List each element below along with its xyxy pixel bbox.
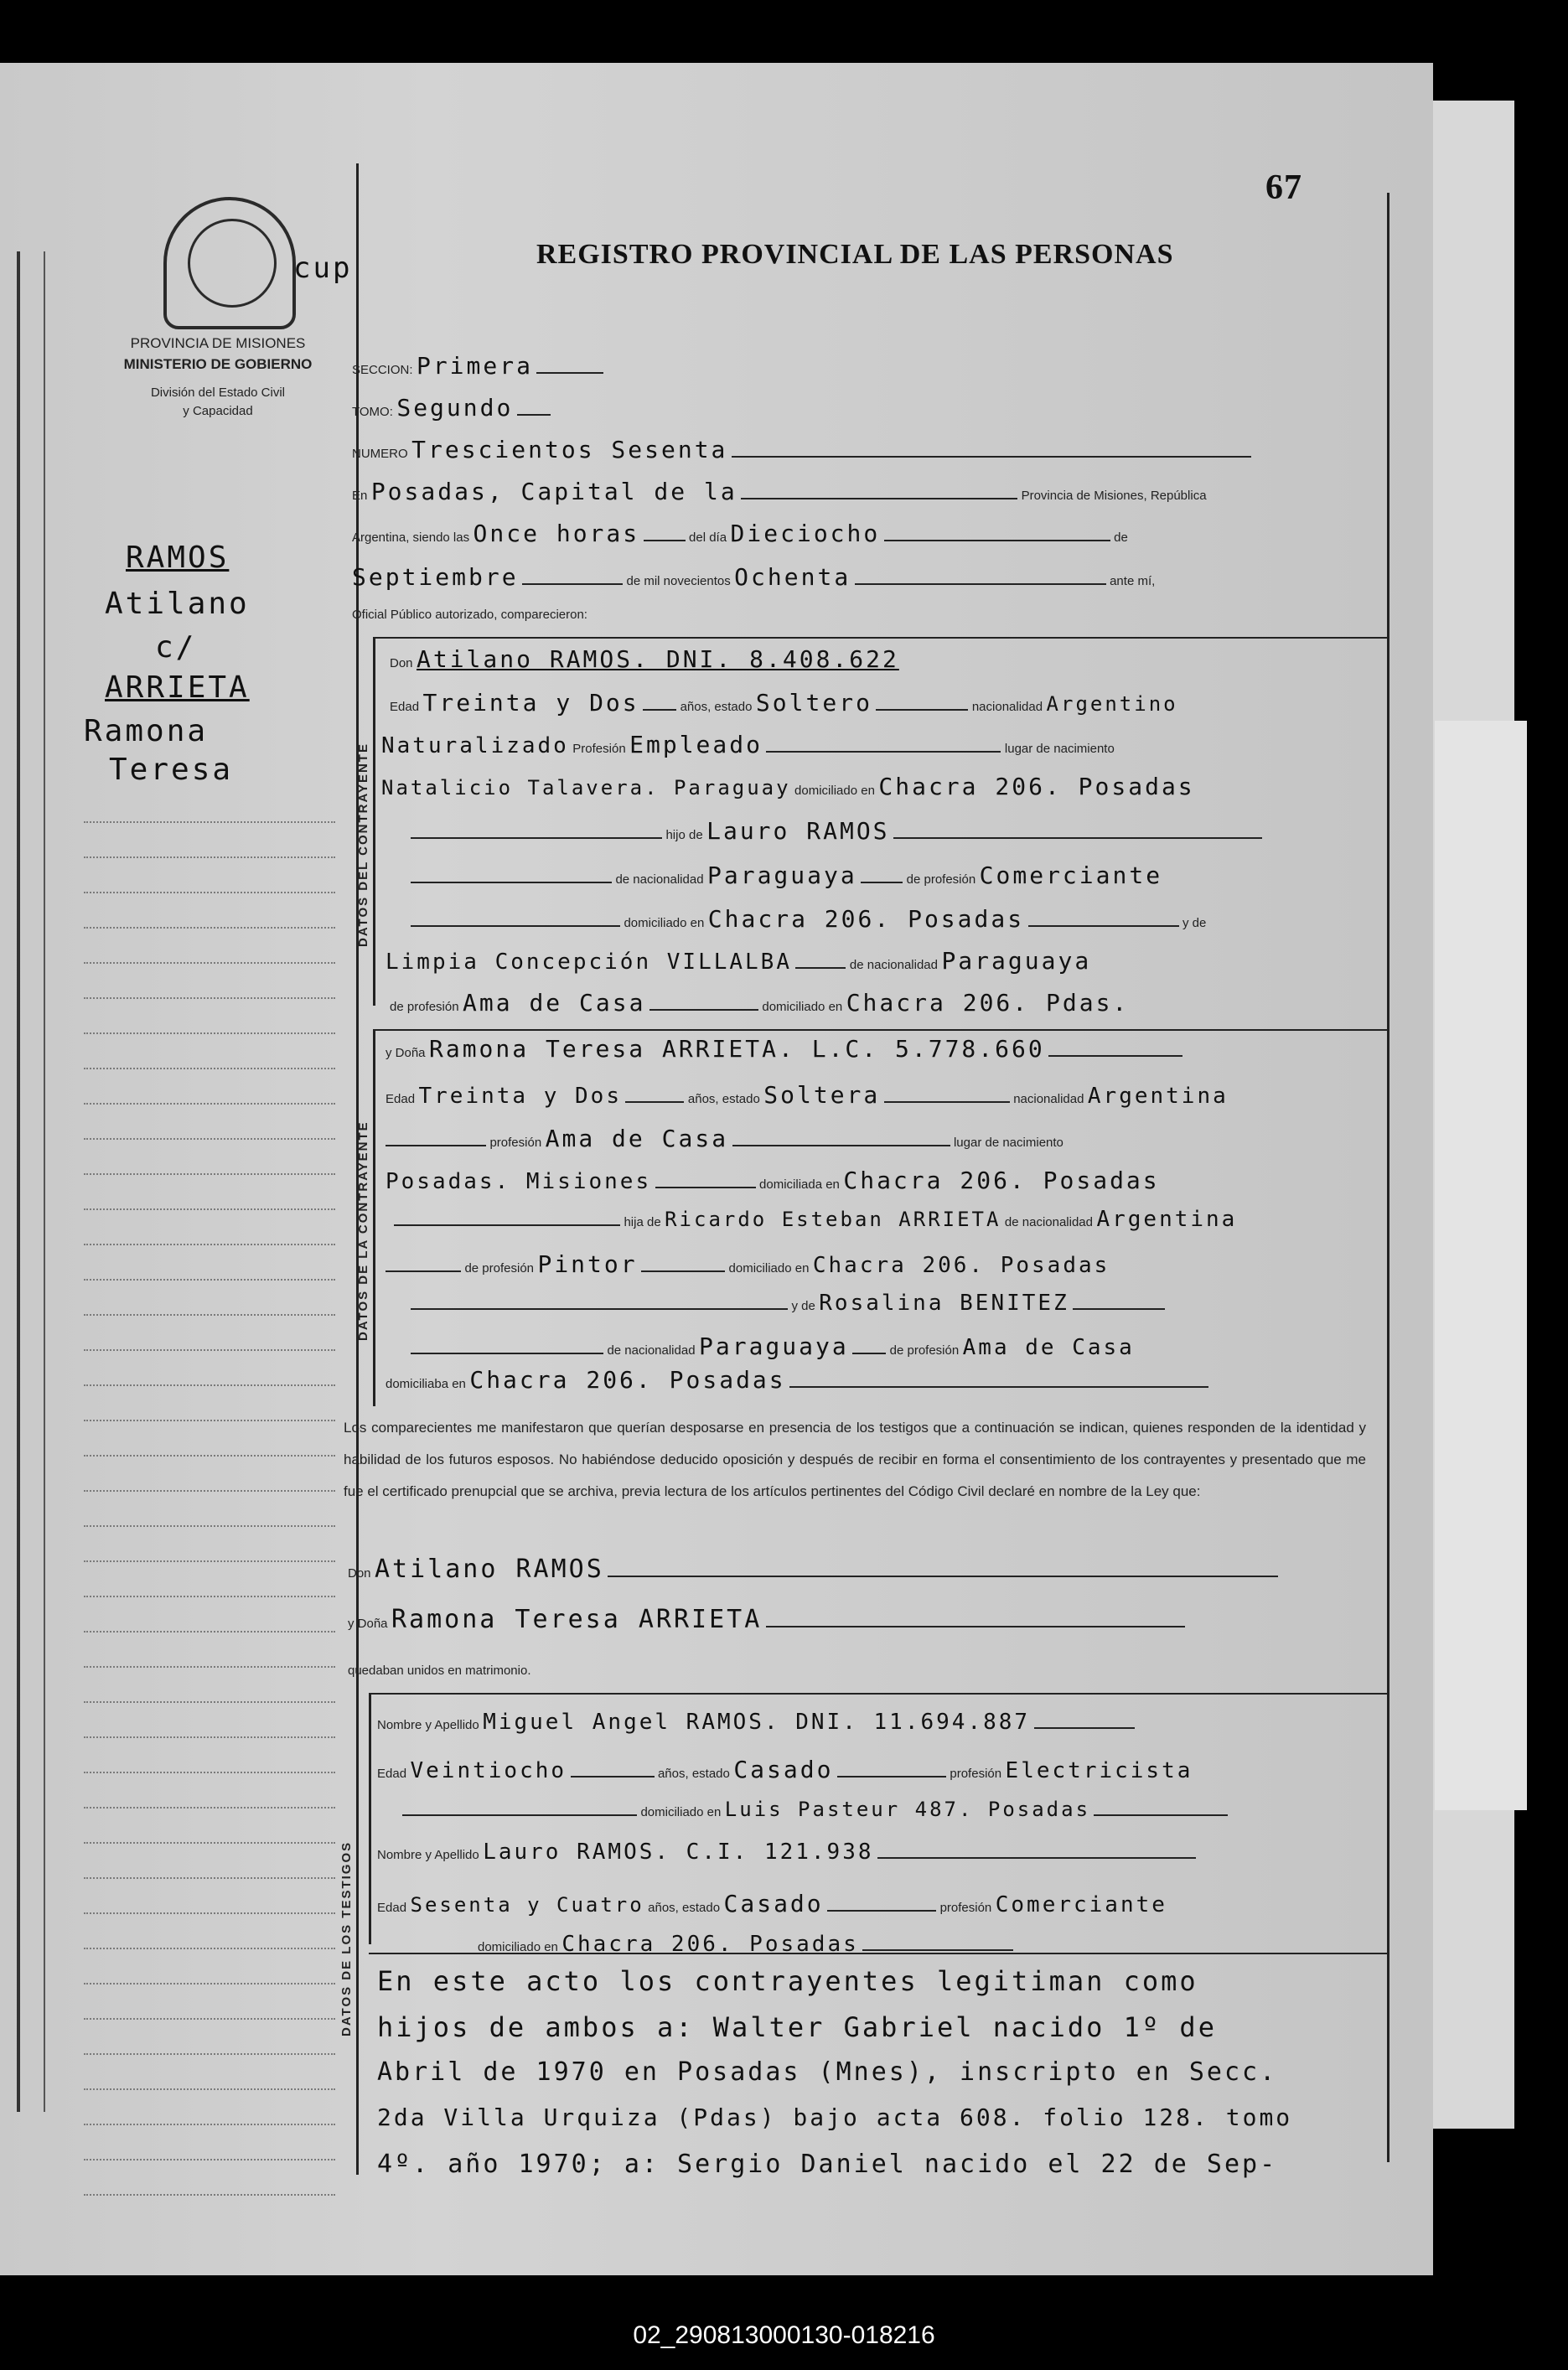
anio-value: Ochenta [734,563,851,591]
ledger-line [84,1032,335,1034]
c1-edad: Treinta y Dos [422,689,639,717]
t2-dom-row: domiciliado en Chacra 206. Posadas [478,1932,1013,1957]
c2-lugar-nac: Posadas. Misiones [386,1169,652,1194]
margin-name-1: Atilano [105,587,250,621]
dia-value: Dieciocho [730,520,881,547]
ledger-line [84,1420,335,1421]
t1-edad-row: Edad Veintiocho años, estado Casado profesión Electricista [377,1756,1193,1783]
c2-padre-dom: Chacra 206. Posadas [812,1253,1110,1278]
ledger-line [84,856,335,858]
c2-madre: Rosalina BENITEZ [819,1291,1069,1316]
nota-line-5: 4º. año 1970; a: Sergio Daniel nacido el 22 de Sep- [377,2150,1278,2179]
ledger-line [84,1772,335,1773]
c1-lugar-nac: Natalicio Talavera. Paraguay [381,776,791,799]
decl-don: Atilano RAMOS [374,1555,604,1584]
t1-dom-row: domiciliado en Luis Pasteur 487. Posadas [402,1798,1228,1821]
ledger-line [84,1736,335,1738]
ledger-line [84,2194,335,2196]
contrayente-1-top-rule [373,637,1387,639]
ledger-line [84,1455,335,1457]
t1-prof: Electricista [1005,1758,1193,1783]
c1-madre-row: Limpia Concepción VILLALBA de nacionalidad Paraguaya [386,947,1092,975]
ledger-line [84,2159,335,2160]
c1-madre-dom: Chacra 206. Pdas. [846,989,1130,1017]
c1-madre: Limpia Concepción VILLALBA [386,950,792,975]
c2-nombre-row: y Doña Ramona Teresa ARRIETA. L.C. 5.778.660 [386,1035,1182,1063]
c1-madre-prof-row: de profesión Ama de Casa domiciliado en Chacra 206. Pdas. [390,989,1130,1017]
c1-lugar-row: Natalicio Talavera. Paraguay domiciliado en Chacra 206. Posadas [381,773,1195,800]
t2-edad: Sesenta y Cuatro [410,1893,644,1917]
decl-don-row: Don Atilano RAMOS [348,1555,1278,1584]
c1-padre-prof: Comerciante [979,862,1163,889]
t2-estado: Casado [723,1890,824,1917]
ledger-line [84,1279,335,1281]
division-label-2: y Capacidad [183,404,253,418]
c2-madre-row: y de Rosalina BENITEZ [411,1291,1165,1316]
province-label: PROVINCIA DE MISIONES [130,335,306,351]
c1-profesion-row: Naturalizado Profesión Empleado lugar de nacimiento [381,731,1115,758]
c1-madre-nac: Paraguaya [941,947,1092,975]
numero-row: NUMERO Trescientos Sesenta [352,436,1251,463]
margin-surname-1: RAMOS [126,541,230,575]
ledger-line [84,1068,335,1069]
c2-padre-nac: Argentina [1096,1207,1238,1232]
c1-padre: Lauro RAMOS [706,817,890,845]
t2-prof: Comerciante [995,1892,1167,1917]
ledger-line [84,1912,335,1914]
contrayente-1-bracket [373,637,375,1006]
c2-madre-nac-row: de nacionalidad Paraguaya de profesión Ama de Casa [411,1332,1135,1360]
ledger-line [84,1103,335,1105]
ledger-line [84,1842,335,1844]
c2-padre-row: hija de Ricardo Esteban ARRIETA de nacionalidad Argentina [394,1207,1237,1232]
nota-top-rule [369,1953,1387,1954]
ledger-line [84,1666,335,1668]
numero-value: Trescientos Sesenta [411,436,728,463]
page-number: 67 [1265,168,1302,207]
c2-madre-nac: Paraguaya [699,1332,849,1360]
c2-padre-prof-row: de profesión Pintor domiciliado en Chacra 206. Posadas [386,1250,1110,1278]
ledger-line [84,1314,335,1316]
c2-madre-dom: Chacra 206. Posadas [469,1366,786,1394]
t1-nombre: Miguel Angel RAMOS. DNI. 11.694.887 [483,1710,1031,1735]
province-seal-icon [163,197,296,329]
ledger-line [84,1877,335,1879]
c1-padre-dom-row: domiciliado en Chacra 206. Posadas y de [411,905,1206,933]
c1-domicilio: Chacra 206. Posadas [878,773,1195,800]
ledger-line [84,1525,335,1527]
tomo-value: Segundo [396,394,514,422]
file-name-label: 02_290813000130-018216 [633,2321,935,2349]
t1-edad: Veintiocho [410,1758,567,1783]
contrayente-1-section-label: DATOS DEL CONTRAYENTE [356,743,370,947]
c2-madre-dom-row: domiciliaba en Chacra 206. Posadas [386,1366,1208,1394]
c2-nombre: Ramona Teresa ARRIETA. L.C. 5.778.660 [428,1035,1045,1063]
c2-profesion: Ama de Casa [545,1125,729,1152]
nota-line-3: Abril de 1970 en Posadas (Mnes), inscripto en Secc. [377,2057,1278,2087]
nota-line-1: En este acto los contrayentes legitiman como [377,1965,1198,1997]
initials: cup [293,251,353,285]
right-rule [1387,193,1389,2162]
mes-row: Septiembre de mil novecientos Ochenta ante mí, [352,563,1156,591]
registry-title: REGISTRO PROVINCIAL DE LAS PERSONAS [536,239,1174,270]
horas-value: Once horas [473,520,640,547]
contrayente-2-bracket [373,1029,375,1406]
c1-nombre-row: Don Atilano RAMOS. DNI. 8.408.622 [390,645,899,673]
c1-padre-nac: Paraguaya [707,862,857,889]
c1-padre-nac-row: de nacionalidad Paraguaya de profesión Comerciante [411,862,1162,889]
ministry-label: MINISTERIO DE GOBIERNO [123,356,313,372]
c1-estado: Soltero [755,689,872,717]
ledger-line [84,1631,335,1633]
ledger-line [84,1173,335,1175]
ledger-line [84,1807,335,1809]
ledger-line [84,1208,335,1210]
ledger-line [84,1596,335,1597]
lugar-value: Posadas, Capital de la [370,478,737,505]
ledger-line [84,821,335,823]
ledger-line [84,1701,335,1703]
ledger-line [84,1138,335,1140]
decl-dona-row: y Doña Ramona Teresa ARRIETA [348,1605,1185,1634]
oficial-label: Oficial Público autorizado, comparecieron: [352,608,587,622]
c1-padre-dom: Chacra 206. Posadas [707,905,1025,933]
c2-edad-row: Edad Treinta y Dos años, estado Soltera nacionalidad Argentina [386,1081,1229,1109]
testigos-section-label: DATOS DE LOS TESTIGOS [339,1840,354,2036]
ledger-line [84,997,335,999]
c1-nombre: Atilano RAMOS. DNI. 8.408.622 [416,645,899,673]
c2-edad: Treinta y Dos [418,1084,622,1109]
c2-padre: Ricardo Esteban ARRIETA [665,1208,1001,1231]
nota-line-4: 2da Villa Urquiza (Pdas) bajo acta 608. folio 128. tomo [377,2104,1293,2131]
decl-dona: Ramona Teresa ARRIETA [391,1605,763,1634]
ledger-line [84,1948,335,1949]
attached-paper-strip [1435,721,1527,1810]
c2-estado: Soltera [763,1081,881,1109]
c1-nacionalidad: Argentino [1046,692,1178,716]
t2-nombre: Lauro RAMOS. C.I. 121.938 [483,1840,874,1865]
horas-row: Argentina, siendo las Once horas del día Dieciocho de [352,520,1128,547]
t1-nombre-row: Nombre y Apellido Miguel Angel RAMOS. DNI. 11.694.887 [377,1710,1135,1735]
c2-nacionalidad: Argentina [1087,1084,1229,1109]
c2-profesion-row: profesión Ama de Casa lugar de nacimiento [386,1125,1063,1152]
margin-connector: c/ [155,630,197,665]
ledger-line [84,1349,335,1351]
margin-surname-2: ARRIETA [105,670,250,705]
ledger-line [84,1983,335,1984]
ledger-line [84,927,335,929]
declaration-text: Los comparecientes me manifestaron que querían desposarse en presencia de los testigos que a continuación se indican, quienes responden de la identidad y habilidad de los futuros esposos. No habiéndose deducido oposición y después de recibir en forma el consentimiento de los contrayentes y presentado que me fue el certificado prenupcial que se archiva, previa lectura de los artículos pertinentes del Código Civil declaré en nombre de la Ley que: [344,1420,1366,1499]
testigos-top-rule [369,1693,1387,1695]
t2-dom: Chacra 206. Posadas [561,1932,859,1957]
nota-line-2: hijos de ambos a: Walter Gabriel nacido 1º de [377,2011,1217,2043]
seccion-row: SECCION: Primera [352,352,603,380]
c1-naturalizado: Naturalizado [381,733,569,758]
ledger-line [84,2124,335,2125]
c1-profesion: Empleado [629,731,763,758]
contrayente-2-top-rule [373,1029,1387,1031]
ledger-line [84,1560,335,1562]
division-label-1: División del Estado Civil [150,386,286,400]
c2-lugar-row: Posadas. Misiones domiciliada en Chacra 206. Posadas [386,1167,1160,1194]
ledger-line [84,2088,335,2090]
ledger-line [84,1490,335,1492]
t2-nombre-row: Nombre y Apellido Lauro RAMOS. C.I. 121.938 [377,1840,1196,1865]
contrayente-2-section-label: DATOS DE LA CONTRAYENTE [356,1120,370,1341]
ledger-line [84,892,335,893]
c1-madre-prof: Ama de Casa [463,989,646,1017]
tomo-row: TOMO: Segundo [352,394,551,422]
ledger-line [84,2053,335,2055]
seccion-value: Primera [416,352,533,380]
t2-edad-row: Edad Sesenta y Cuatro años, estado Casado profesión Comerciante [377,1890,1167,1917]
mes-value: Septiembre [352,563,519,591]
lugar-row: En Posadas, Capital de la Provincia de Misiones, República [352,478,1207,505]
ledger-line [84,962,335,964]
ledger-line [84,2018,335,2020]
ledger-line [84,1244,335,1245]
margin-name-2b: Teresa [109,753,234,787]
t1-estado: Casado [733,1756,834,1783]
testigos-bracket [369,1693,371,1944]
ledger-line [84,1384,335,1386]
c1-edad-row: Edad Treinta y Dos años, estado Soltero nacionalidad Argentino [390,689,1178,717]
margin-name-2a: Ramona [84,714,209,748]
c1-padre-row: hijo de Lauro RAMOS [411,817,1262,845]
unidos-label: quedaban unidos en matrimonio. [348,1664,531,1678]
c2-madre-prof: Ama de Casa [962,1335,1135,1360]
c2-domicilio: Chacra 206. Posadas [843,1167,1160,1194]
binding-stitch [17,251,45,2112]
c2-padre-prof: Pintor [537,1250,638,1278]
t1-dom: Luis Pasteur 487. Posadas [724,1798,1091,1821]
